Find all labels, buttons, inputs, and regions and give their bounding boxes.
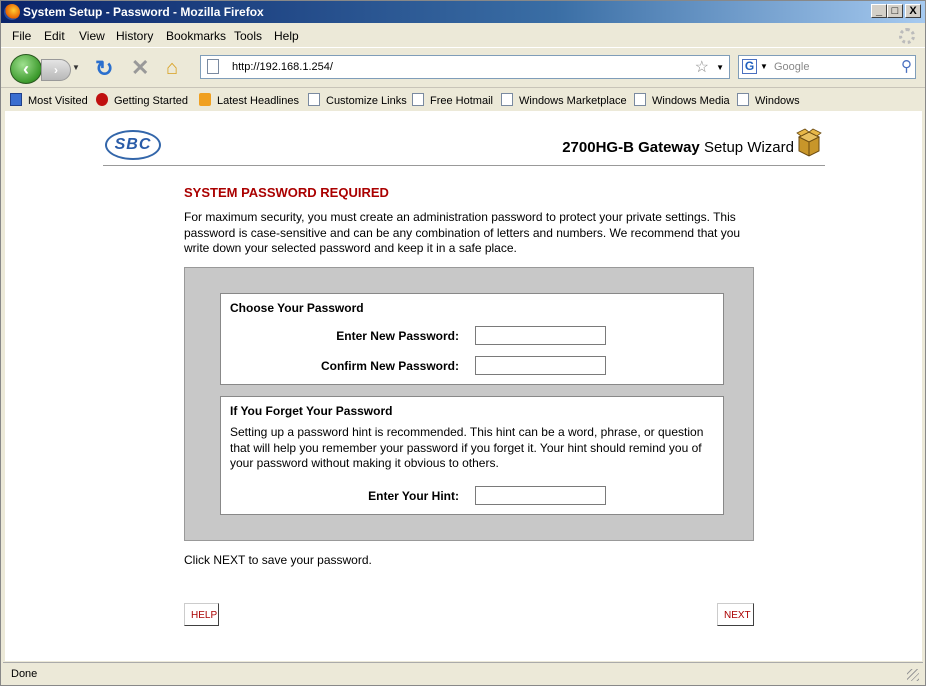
getting-started-icon — [96, 93, 108, 106]
title-bar — [1, 1, 925, 23]
page-icon — [207, 59, 219, 74]
choose-password-section — [220, 293, 724, 385]
header-divider — [103, 165, 825, 166]
gateway-model: 2700HG-B Gateway — [562, 139, 700, 156]
confirm-password-label: Confirm New Password: — [320, 359, 459, 373]
intro-text: For maximum security, you must create an administration password to protect your private settings. This password is case-sensitive and can be any combination of letters and numbers. We recommend that you write down your selected password and keep it in a safe place. — [184, 210, 741, 255]
password-hint-section — [220, 396, 724, 515]
bookmark-label: Free Hotmail — [430, 95, 493, 107]
status-text: Done — [11, 668, 38, 680]
bookmark-label: Windows Marketplace — [519, 95, 627, 107]
menu-help[interactable]: Help — [274, 29, 299, 43]
close-button[interactable]: X — [905, 4, 921, 18]
confirm-password-input[interactable] — [475, 356, 606, 375]
page-icon — [634, 93, 646, 106]
minimize-button[interactable]: _ — [871, 4, 887, 18]
rss-feed-icon — [199, 93, 211, 106]
menu-tools[interactable]: Tools — [234, 29, 263, 43]
bookmark-windows-marketplace[interactable] — [501, 93, 627, 107]
menu-bar — [1, 24, 925, 46]
menu-view[interactable]: View — [79, 29, 105, 43]
bookmark-label: Most Visited — [28, 95, 88, 107]
wizard-box-icon — [795, 127, 823, 157]
url-bar[interactable] — [200, 55, 730, 79]
firefox-icon — [4, 4, 20, 20]
bookmark-label: Customize Links — [326, 95, 407, 107]
page-icon — [412, 93, 424, 106]
menu-bookmarks[interactable]: Bookmarks — [166, 29, 227, 43]
search-icon[interactable]: ⚲ — [901, 58, 912, 75]
bookmark-windows[interactable] — [737, 93, 800, 107]
most-visited-icon — [10, 93, 22, 106]
bookmarks-toolbar — [1, 87, 925, 110]
url-dropdown-icon[interactable]: ▼ — [716, 63, 724, 72]
forward-button[interactable]: › — [41, 59, 71, 81]
bookmark-windows-media[interactable] — [634, 93, 730, 107]
status-bar — [3, 662, 923, 685]
bookmark-star-icon[interactable]: ☆ — [694, 59, 709, 76]
stop-icon[interactable]: ✕ — [131, 55, 150, 80]
search-placeholder[interactable]: Google — [774, 61, 810, 73]
menu-edit[interactable]: Edit — [44, 29, 65, 43]
choose-password-title: Choose Your Password — [230, 301, 364, 315]
footer-instruction: Click NEXT to save your password. — [184, 553, 372, 567]
bookmark-customize-links[interactable] — [308, 93, 407, 107]
bookmark-label: Windows Media — [652, 95, 730, 107]
throbber-icon — [899, 28, 915, 44]
page-title: SYSTEM PASSWORD REQUIRED — [184, 185, 389, 200]
resize-grip-icon[interactable] — [907, 669, 919, 681]
bookmark-most-visited[interactable] — [10, 93, 88, 107]
forget-password-title: If You Forget Your Password — [230, 404, 393, 418]
sbc-logo: SBC — [105, 130, 161, 160]
history-dropdown-icon[interactable]: ▼ — [72, 63, 80, 72]
bookmark-getting-started[interactable] — [96, 93, 188, 107]
menu-file[interactable]: File — [12, 29, 32, 43]
back-button[interactable]: ‹ — [10, 54, 42, 84]
engine-dropdown-icon[interactable]: ▼ — [760, 62, 768, 71]
hint-input[interactable] — [475, 486, 606, 505]
password-panel — [184, 267, 754, 541]
page-icon — [308, 93, 320, 106]
window-title: System Setup - Password - Mozilla Firefox — [23, 5, 264, 19]
page-icon — [501, 93, 513, 106]
navigation-toolbar — [1, 47, 925, 86]
hint-label: Enter Your Hint: — [368, 489, 459, 503]
wizard-label: Setup Wizard — [703, 139, 794, 156]
page-icon — [737, 93, 749, 106]
reload-icon[interactable]: ↻ — [95, 56, 114, 81]
maximize-button[interactable]: □ — [887, 4, 903, 18]
hint-description: Setting up a password hint is recommended. This hint can be a word, phrase, or question that will help you remember your password if you forget it. Your hint should remind you of your password without making it obvious to others. — [230, 425, 704, 470]
bookmark-label: Latest Headlines — [217, 95, 299, 107]
next-button[interactable]: NEXT — [717, 603, 754, 626]
google-engine-icon[interactable]: G — [742, 59, 757, 74]
page-content — [5, 111, 922, 661]
bookmark-label: Windows — [755, 95, 800, 107]
bookmark-free-hotmail[interactable] — [412, 93, 493, 107]
new-password-label: Enter New Password: — [336, 329, 459, 343]
home-icon[interactable]: ⌂ — [166, 57, 179, 79]
bookmark-latest-headlines[interactable] — [199, 93, 299, 107]
help-button[interactable]: HELP — [184, 603, 219, 626]
menu-history[interactable]: History — [116, 29, 154, 43]
bookmark-label: Getting Started — [114, 95, 188, 107]
search-box[interactable] — [738, 55, 916, 79]
url-text[interactable]: http://192.168.1.254/ — [232, 61, 333, 73]
new-password-input[interactable] — [475, 326, 606, 345]
gateway-title — [562, 139, 794, 156]
